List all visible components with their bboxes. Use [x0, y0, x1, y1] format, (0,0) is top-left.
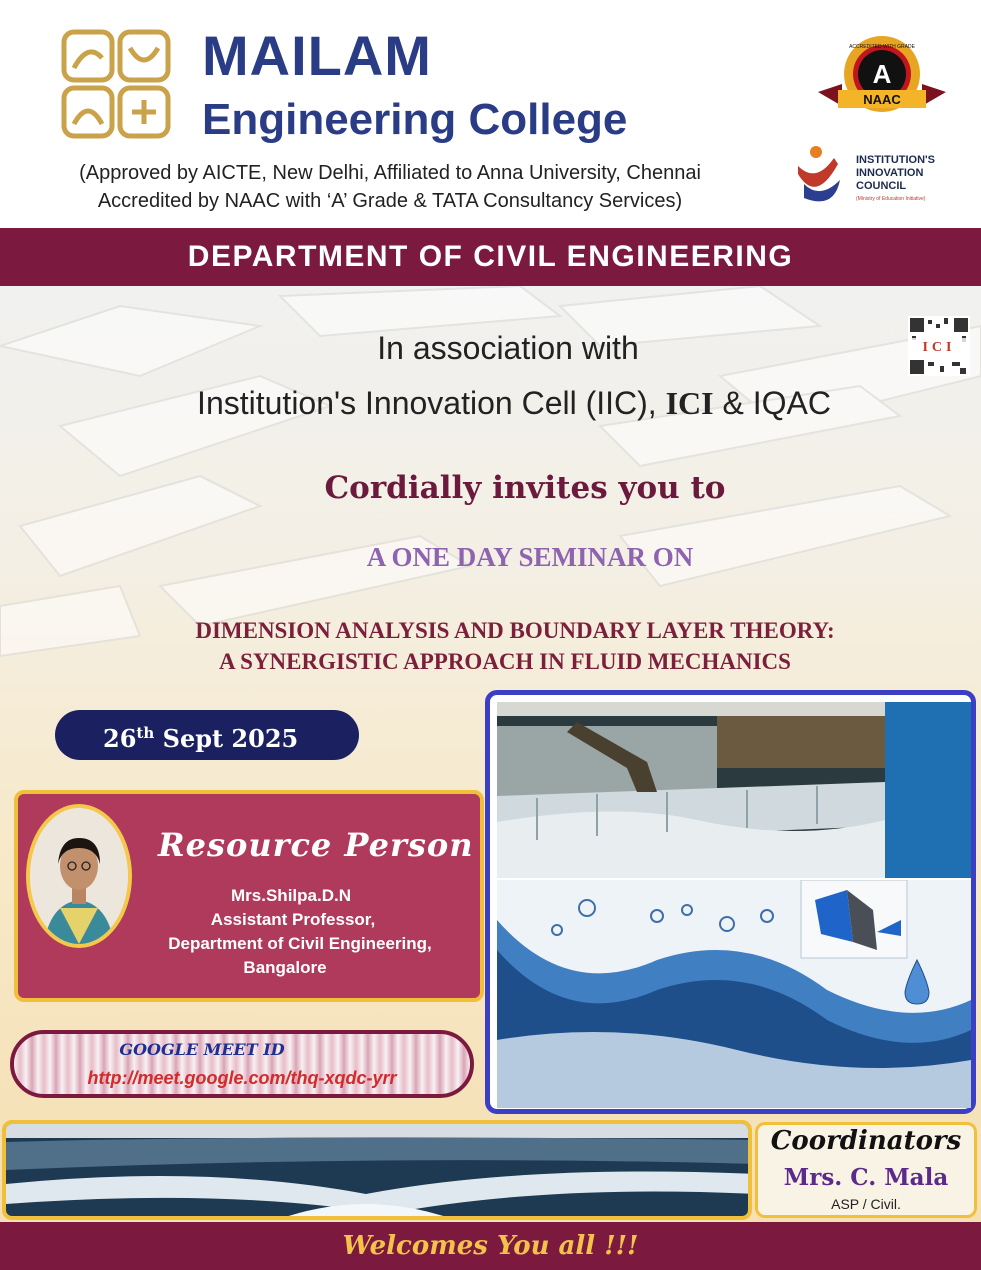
naac-ring-text: ACCREDITED WITH GRADE: [849, 44, 915, 50]
coordinators-heading: Coordinators: [770, 1126, 962, 1156]
qr-label: ICI: [922, 340, 956, 355]
qr-code-icon: [908, 316, 970, 376]
date-month-year: Sept 2025: [162, 724, 299, 753]
seminar-heading: A ONE DAY SEMINAR ON: [366, 542, 694, 572]
google-meet-label: GOOGLE MEET ID: [119, 1040, 285, 1059]
college-name: MAILAM: [202, 24, 432, 87]
resource-person-photo: [26, 804, 132, 948]
association-iqac: & IQAC: [722, 385, 831, 421]
google-meet-link[interactable]: http://meet.google.com/thq-xqdc-yrr: [87, 1068, 397, 1088]
naac-badge-icon: [818, 34, 946, 120]
naac-label: NAAC: [863, 92, 901, 107]
association-line-2: [0, 385, 981, 422]
association-line-1: In association with: [377, 330, 639, 366]
weir-flow-image: [497, 702, 971, 878]
seminar-topic-line-1: DIMENSION ANALYSIS AND BOUNDARY LAYER THEORY:: [195, 618, 835, 643]
footer-welcome: Welcomes You all !!!: [0, 1222, 981, 1270]
date-suffix: th: [136, 724, 155, 742]
coordinator-name: Mrs. C. Mala: [783, 1164, 949, 1191]
approval-line-1: (Approved by AICTE, New Delhi, Affiliated to Anna University, Chennai: [79, 162, 701, 184]
resource-person-place: Bangalore: [243, 958, 327, 977]
resource-person-department: Department of Civil Engineering,: [168, 934, 432, 953]
resource-person-designation: Assistant Professor,: [210, 910, 376, 929]
date-pill: [55, 710, 359, 760]
boat-wake-image: [2, 1120, 752, 1220]
association-iic: Institution's Innovation Cell (IIC),: [197, 385, 657, 421]
department-banner: DEPARTMENT OF CIVIL ENGINEERING: [0, 228, 981, 286]
iic-line-3: COUNCIL: [856, 180, 907, 192]
resource-person-heading: Resource Person: [158, 826, 474, 864]
approval-line-2: Accredited by NAAC with ‘A’ Grade & TATA Consultancy Services): [97, 190, 683, 212]
iic-subtitle: (Ministry of Education Initiative): [856, 196, 926, 202]
college-logo-icon: [60, 28, 172, 140]
invite-heading: Cordially invites you to: [324, 470, 726, 506]
resource-person-name: Mrs.Shilpa.D.N: [231, 886, 351, 905]
association-ici: ICI: [665, 385, 714, 421]
coordinator-designation: ASP / Civil.: [831, 1196, 901, 1212]
seminar-topic-line-2: A SYNERGISTIC APPROACH IN FLUID MECHANICS: [219, 649, 791, 674]
naac-grade: A: [872, 59, 892, 89]
iic-council-name: [856, 154, 935, 193]
iic-line-2: INNOVATION: [856, 167, 924, 179]
date-day: 26: [103, 724, 137, 753]
water-splash-image: [497, 880, 971, 1108]
iic-line-1: INSTITUTION'S: [856, 154, 936, 166]
college-subtitle: Engineering College: [202, 95, 628, 144]
